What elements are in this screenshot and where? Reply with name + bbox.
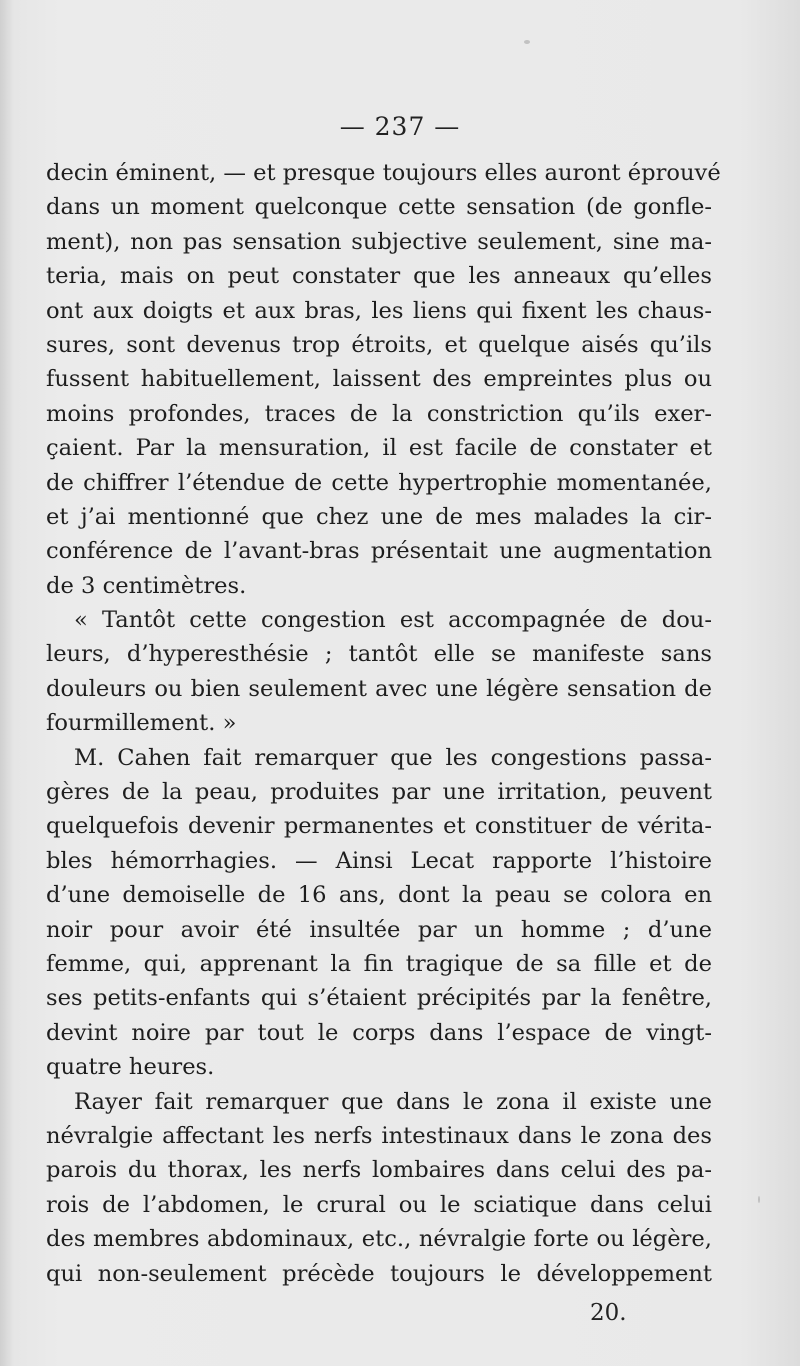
text-line: et j’ai mentionné que chez une de mes malades la cir-: [46, 503, 712, 530]
page-number: — 237 —: [339, 112, 461, 141]
text-line: noir pour avoir été insultée par un homme ; d’une: [46, 916, 712, 943]
text-line: ont aux doigts et aux bras, les liens qui fixent les chaus-: [46, 297, 712, 324]
text-line: decin éminent, — et presque toujours elles auront éprouvé: [46, 160, 721, 186]
text-line: parois du thorax, les nerfs lombaires dans celui des pa-: [46, 1157, 712, 1184]
text-line: qui non-seulement précède toujours le développement: [46, 1260, 712, 1287]
text-line: ment), non pas sensation subjective seulement, sine ma-: [46, 228, 712, 255]
text-line: de 3 centimètres.: [46, 572, 247, 599]
text-line: des membres abdominaux, etc., névralgie forte ou légère,: [46, 1226, 712, 1253]
text-line: M. Cahen fait remarquer que les congestions passa-: [74, 744, 712, 771]
signature-mark: 20.: [590, 1300, 627, 1326]
text-line: ses petits-enfants qui s’étaient précipités par la fenêtre,: [46, 985, 712, 1012]
text-line: femme, qui, apprenant la fin tragique de sa fille et de: [46, 950, 712, 977]
text-line: quatre heures.: [46, 1054, 215, 1081]
text-line: de chiffrer l’étendue de cette hypertrophie momentanée,: [46, 469, 712, 496]
body-text: [46, 156, 721, 1291]
text-line: douleurs ou bien seulement avec une légère sensation de: [46, 675, 712, 702]
text-line: gères de la peau, produites par une irritation, peuvent: [46, 779, 712, 806]
text-line: rois de l’abdomen, le crural ou le sciatique dans celui: [46, 1191, 712, 1218]
text-line: moins profondes, traces de la constriction qu’ils exer-: [46, 400, 712, 427]
text-line: dans un moment quelconque cette sensation (de gonfle-: [46, 194, 712, 221]
text-line: fussent habituellement, laissent des empreintes plus ou: [46, 366, 712, 393]
text-line: conférence de l’avant-bras présentait une augmentation: [46, 538, 712, 565]
text-line: d’une demoiselle de 16 ans, dont la peau se colora en: [46, 882, 712, 909]
text-line: « Tantôt cette congestion est accompagnée de dou-: [74, 607, 712, 634]
text-line: teria, mais on peut constater que les anneaux qu’elles: [46, 263, 712, 290]
ink-speck: [758, 1196, 760, 1203]
ink-speck: [524, 40, 530, 44]
text-line: quelquefois devenir permanentes et constituer de vérita-: [46, 813, 712, 840]
text-line: çaient. Par la mensuration, il est facile de constater et: [46, 435, 712, 462]
text-line: devint noire par tout le corps dans l’espace de vingt-: [46, 1019, 712, 1046]
text-line: fourmillement. »: [46, 710, 237, 737]
text-line: Rayer fait remarquer que dans le zona il existe une: [74, 1088, 712, 1115]
text-line: bles hémorrhagies. — Ainsi Lecat rapporte l’histoire: [46, 847, 712, 874]
text-line: leurs, d’hyperesthésie ; tantôt elle se manifeste sans: [46, 641, 712, 668]
text-line: sures, sont devenus trop étroits, et quelque aisés qu’ils: [46, 331, 712, 358]
text-line: névralgie affectant les nerfs intestinaux dans le zona des: [46, 1122, 712, 1149]
